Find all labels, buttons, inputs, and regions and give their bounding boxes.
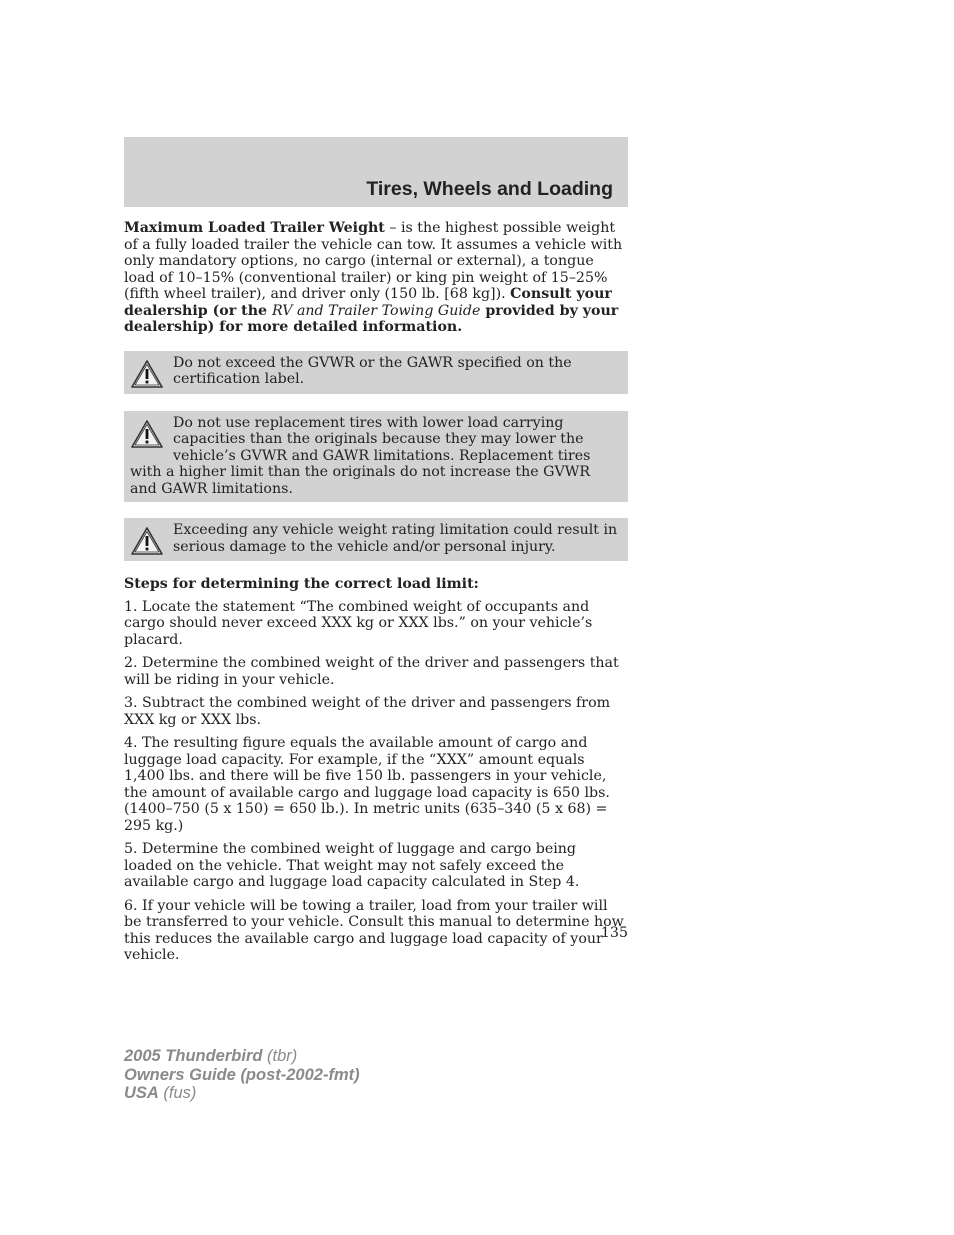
- footer-line-model: [124, 1047, 360, 1066]
- document-footer: [124, 1047, 360, 1103]
- step-item: 3. Subtract the combined weight of the driver and passengers from XXX kg or XXX lbs.: [124, 695, 611, 728]
- step-item: 4. The resulting figure equals the available amount of cargo and luggage load capacity. For example, if the “XXX” amount equals 1,400 lbs. and there will be five 150 lb. passengers in your vehicle, the amount of available cargo and luggage load capacity is 650 lbs. (1400–750 (5 x 150) = 650 lb.). In metric units (635–340 (5 x 68) = 295 kg.): [124, 735, 610, 834]
- steps-title: Steps for determining the correct load limit:: [124, 576, 479, 592]
- footer-model: 2005 Thunderbird: [124, 1047, 263, 1065]
- warning-triangle-icon: [130, 526, 164, 556]
- warning-triangle-icon: [130, 419, 164, 449]
- step-item: 1. Locate the statement “The combined weight of occupants and cargo should never exceed XXX kg or XXX lbs.” on your vehicle’s placard.: [124, 598, 593, 648]
- page-number: 135: [600, 925, 628, 941]
- warning-box: [124, 411, 628, 503]
- warning-text: Exceeding any vehicle weight rating limitation could result in serious damage to the vehicle and/or personal injury.: [173, 522, 618, 555]
- footer-market-code: (fus): [158, 1084, 197, 1102]
- footer-line-guide: [124, 1066, 360, 1085]
- warning-text: Do not exceed the GVWR or the GAWR specified on the certification label.: [173, 354, 572, 387]
- section-title: Tires, Wheels and Loading: [366, 178, 613, 200]
- warning-box: [124, 518, 628, 561]
- intro-body: – is the highest possible weight of a fully loaded trailer the vehicle can tow. It assumes a vehicle with only mandatory options, no cargo (internal or external), a tongue load of 10–15% (conventional trailer) or king pin weight of 15–25% (fifth wheel trailer), and driver only (150 lb. [68 kg]).: [124, 220, 623, 302]
- step-item: 2. Determine the combined weight of the driver and passengers that will be riding in your vehicle.: [124, 655, 619, 688]
- warning-text: Do not use replacement tires with lower load carrying capacities than the originals because they may lower the vehicle’s GVWR and GAWR limitations. Replacement tires with a higher limit than the originals do not increase the GVWR and GAWR limitations.: [130, 414, 591, 497]
- footer-market: USA: [124, 1084, 159, 1102]
- intro-guide-title: RV and Trailer Towing Guide: [272, 302, 481, 319]
- warning-box: [124, 351, 628, 394]
- warning-triangle-icon: [130, 359, 164, 389]
- intro-consult-prefix: Consult your dealership (or the: [124, 286, 612, 319]
- footer-guide: Owners Guide (post-2002-fmt): [124, 1065, 360, 1084]
- intro-term: Maximum Loaded Trailer Weight: [124, 220, 385, 236]
- footer-line-market: [124, 1084, 360, 1103]
- intro-consult-suffix: provided by your dealership) for more detailed information.: [124, 302, 619, 335]
- page-content: [124, 220, 628, 971]
- footer-model-code: (tbr): [262, 1047, 298, 1065]
- step-item: 6. If your vehicle will be towing a trailer, load from your trailer will be transferred to your vehicle. Consult this manual to determine how this reduces the available cargo and luggage load capacity of your vehicle.: [124, 897, 624, 963]
- step-item: 5. Determine the combined weight of luggage and cargo being loaded on the vehicle. That weight may not safely exceed the available cargo and luggage load capacity calculated in Step 4.: [124, 841, 580, 890]
- intro-paragraph: [124, 220, 628, 336]
- section-header-band: [124, 137, 628, 207]
